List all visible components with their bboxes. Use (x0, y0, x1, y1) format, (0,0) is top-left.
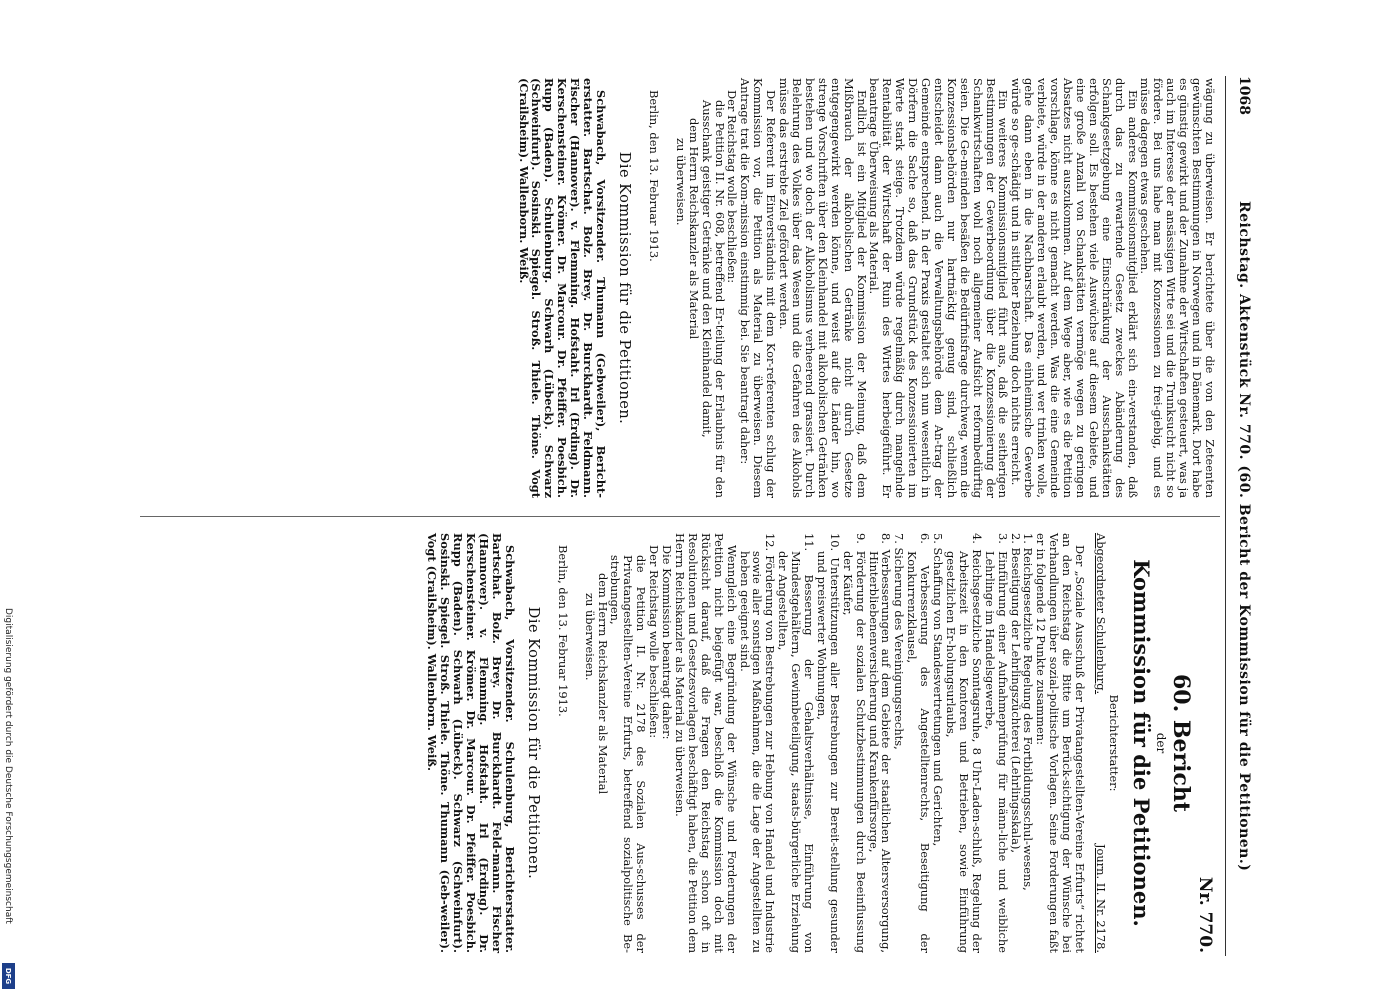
list-item: 7. Sicherung des Vereinigungsrechts, (892, 533, 907, 750)
list-item: 4. Reichsgesetzliche Sonntagsruhe, 8 Uhr-Laden-schluß, Regelung der Arbeitszeit in den Kontoren und Betrieben, sowie Einführung gesetzlichen Er-holungsurlaubs, (944, 533, 984, 953)
resolution-body: die Petition II. Nr. 608, betreffend Er-teilung der Erlaubnis für den Ausschank geistiger Getränke und den Kleinhandel damit, (699, 100, 727, 498)
left-column (517, 78, 1216, 498)
right-column (426, 533, 1217, 953)
list-item: 10. Unterstützungen aller Bestrebungen zur Bereit-stellung gesunder und preiswerter Wohnungen, (814, 533, 842, 953)
berichterstatter-name: Abgeordneter Schulenburg. (1094, 533, 1109, 695)
paragraph: Endlich ist ein Mitglied der Kommission der Meinung, daß dem Mißbrauch der alkoholischen Getränke nicht durch Gesetze entgegengewirkt werden könne, und weist auf die Länder hin, wo strenge Vorschriften über den Kleinhandel mit alkoholischen Getränken bestehen und wo doch der Alkoholismus verheerend grassiert. Durch Belehrung des Volkes über das Wesen und die Gefahren des Alkohols müsse das erstrebte Ziel gefördert werden. (777, 78, 869, 498)
paragraph: Ein weiteres Kommissionsmitglied führt aus, daß die seitherigen Bestimmungen der Gewerbeordnung über die Konzessionierung der Schankwirtschaften wohl noch allgemeiner Aufsicht reformbedürftig seien. Die Ge-meinden besäßen die Bedürfnisfrage durchweg, wenn die Konzessionsbehörden nur hartnäckig genug sind, schließlich entscheidet dann auch die Verwaltungsbehörde dem An-trag der Gemeinde entsprechend. In der Praxis gestaltet sich nun wesentlich in Dörfern die Sache so, daß das Grundstück des Konzessionierten im Werte stark steige. Trotzdem würde regelmäßig durch mangelnde Rentabilität der Wirtschaft der Ruin des Wirtes herbeigeführt. Er beantrage Überweisung als Material. (867, 78, 1011, 498)
resolution-line: dem Herrn Reichskanzler als Material (686, 118, 701, 340)
list-item: 11. Besserung der Gehaltsverhältnisse, Einführung von Mindestgehältern, Gewinnbeteiligung, staats-bürgerliche Erziehung der Angestellten, (776, 533, 817, 953)
paragraph: Ein anderes Kommissionsmitglied erklärt sich ein-verstanden, daß durch das zu erwartende Gesetz zweckes Abänderung des Schankgesetzgebung eine Einschränkung der Ausschankstätten erfolgen soll. Es bestehen viele Auswüchse auf diesem Gebiete, und eine große Anzahl von Schankstätten vermöge wegen zu geringen Absatzes nicht auszukommen. Auf dem Wege aber, wie es die Petition vorschlage, könne es nicht gemacht werden. Was die eine Gemeinde verbiete, würde in der anderen erlaubt werden, und wer trinken wolle, gehe dann eben in die Nachbarschaft. Das einheimische Gewerbe würde so ge-schädigt und in sittlicher Beziehung doch nichts erreicht. (1009, 78, 1140, 498)
journal-reference: Journ. II. Nr. 2178. (1094, 843, 1109, 953)
commission-heading: Die Kommission für die Petitionen. (616, 151, 633, 425)
list-item: 1. Reichsgesetzliche Regelung des Fortbildungsschul-wesens, (1021, 533, 1036, 891)
commission-members: Schwabach, Vorsitzender. Schulenburg, Berichterstatter. Bartschat. Bolz. Brey. Dr. Burckhardt. Feld-mann. Fischer (Hannover). v. Flemming. Hofstaht. Irl (Erding). Dr. Kerschensteiner. Krömer. Dr. Marcour. Dr. Pfeiffer. Poesbich. Rupp (Baden). Schwarh (Lübeck). Schwarz (Schweinfurt). Sosinski. Spiegel. Stroß. Thiele. Thöne. Thumann (Geb-weiler). Vogt (Crailsheim). Wallenborn. Weiß. (425, 533, 517, 953)
resolution-intro: Der Reichstag wolle beschließen: (647, 545, 662, 739)
paragraph: Der Referent im Einverständnis mit dem Kor-referenten schlug der Kommission vor, die Petition als Material zu überweisen. Diesem Antrage trat die Kom-mission einstimmig bei. Sie beantragt daher: (738, 78, 779, 498)
list-item: 2. Beseitigung der Lehrlingszüchterei (Lehrlingsskala), (1008, 533, 1023, 854)
resolution-line: zu überweisen. (582, 593, 597, 681)
demands-list (738, 533, 1035, 953)
list-item: 12. Förderung von Bestrebungen zur Hebung von Handel und Industrie sowie aller sonstigen Maßnahmen, die die Lage der Angestellten zu heben geeignet sind. (737, 533, 778, 953)
list-item: 8. Verbesserungen auf dem Gebiete der staatlichen Altersversorgung, Hinterbliebenenversicherung und Krankenfürsorge, (866, 533, 894, 953)
paragraph: Wenngleich eine Begründung der Wünsche und Forderungen der Petition nicht beigefügt war, beschloß die Kommission doch mit Rücksicht darauf, daß die Fragen den Reichstag schon oft in Resolutionen und Gesetzesvorlagen beschäftigt haben, die Petition dem Herrn Reichskanzler als Material zu überweisen. (673, 533, 739, 953)
list-item: 6. Verbesserung des Angestelltenrechts, Beseitigung der Konkurrenzklausel, (905, 533, 933, 953)
resolution-line: zu überweisen. (673, 138, 688, 226)
digitization-sidebar (0, 0, 18, 1000)
running-title: Reichstag. Aktenstück Nr. 770. (60. Bericht der Kommission für die Petitionen.) (1236, 201, 1252, 872)
date-line: Berlin, den 13. Februar 1913. (555, 545, 570, 717)
commission-members: Schwabach, Vorsitzender. Thumann (Gebweiler), Bericht-erstatter. Bartschat. Bolz. Brey. Dr. Burckhardt. Feldmann. Fischer (Hannover). v. Flemming. Hofstaht. Irl (Erding). Dr. Kerschensteiner. Krömer. Dr. Marcour. Dr. Pfeiffer. Poesbich. Rupp (Baden). Schulenburg. Schwarh (Lübeck). Schwarz (Schweinfurt). Sosinski. Spiegel. Stroß. Thiele. Thöne. Vogt (Crailsheim). Wallenborn. Weiß. (516, 78, 609, 498)
report-title: Kommission für die Petitionen. (1129, 559, 1154, 927)
resolution-line: dem Herrn Reichskanzler als Material (595, 573, 610, 795)
paragraph: wägung zu überweisen. Er berichtete über die von den Zeteenten gewünschten Bestimmungen in Norwegen und in Dänemark. Dort habe es günstig gewirkt und der Zunahme der Wirtschaften gesteuert, was ja auch im Interesse der ansässigen Wirte sei und die Trunksucht nicht so fördere. Bei uns habe man mit Konzessionen zu frei-giebig, und es müsse dagegen etwas geschehen. (1138, 78, 1217, 498)
page-number: 1068 (1236, 76, 1252, 115)
report-number: 60. Bericht (1168, 673, 1194, 813)
running-head (1228, 76, 1250, 956)
list-item: 3. Einführung einer Aufnahmeprüfung für männ-liche und weibliche Lehrlinge im Handelsgewerbe, (982, 533, 1010, 953)
document-page (65, 68, 1250, 963)
funding-notice: Digitalisierung gefördert durch die Deutsche Forschungsgemeinschaft (3, 608, 13, 924)
report-der: der (1154, 732, 1168, 754)
dfg-logo: DFG (2, 963, 15, 989)
resolution-body: die Petition II. Nr. 2178 des Sozialen Aus-schusses der Privatangestellten-Vereine Erfurts, betreffend sozialpolitische Be-strebungen, (608, 555, 649, 953)
list-item: 5. Schaffung von Standesvertretungen und Gerichten, (931, 533, 946, 847)
header-rule (1225, 76, 1226, 956)
column-divider (140, 516, 1220, 517)
list-item: 9. Förderung der sozialen Schutzbestimmungen durch Beeinflussung der Käufer, (840, 533, 868, 953)
commission-heading: Die Kommission für die Petitionen. (524, 606, 541, 880)
date-line: Berlin, den 13. Februar 1913. (646, 90, 661, 262)
recommendation: Die Kommission beantragt daher: (660, 545, 675, 740)
berichterstatter-row (1094, 533, 1107, 953)
resolution-intro: Der Reichstag wolle beschließen: (725, 90, 740, 284)
document-number: Nr. 770. (1195, 876, 1215, 953)
petition-intro: Der „Soziale Ausschuß der Privatangestellten-Vereine Erfurts“ richtet an den Reichstag die Bitte um Berück-sichtigung der Wünsche bei Verhandlungen über sozial-politische Vorlagen. Seine Forderungen faßt er in folgende 12 Punkte zusammen: (1034, 533, 1088, 953)
berichterstatter-label: Berichterstatter: (1107, 694, 1121, 792)
